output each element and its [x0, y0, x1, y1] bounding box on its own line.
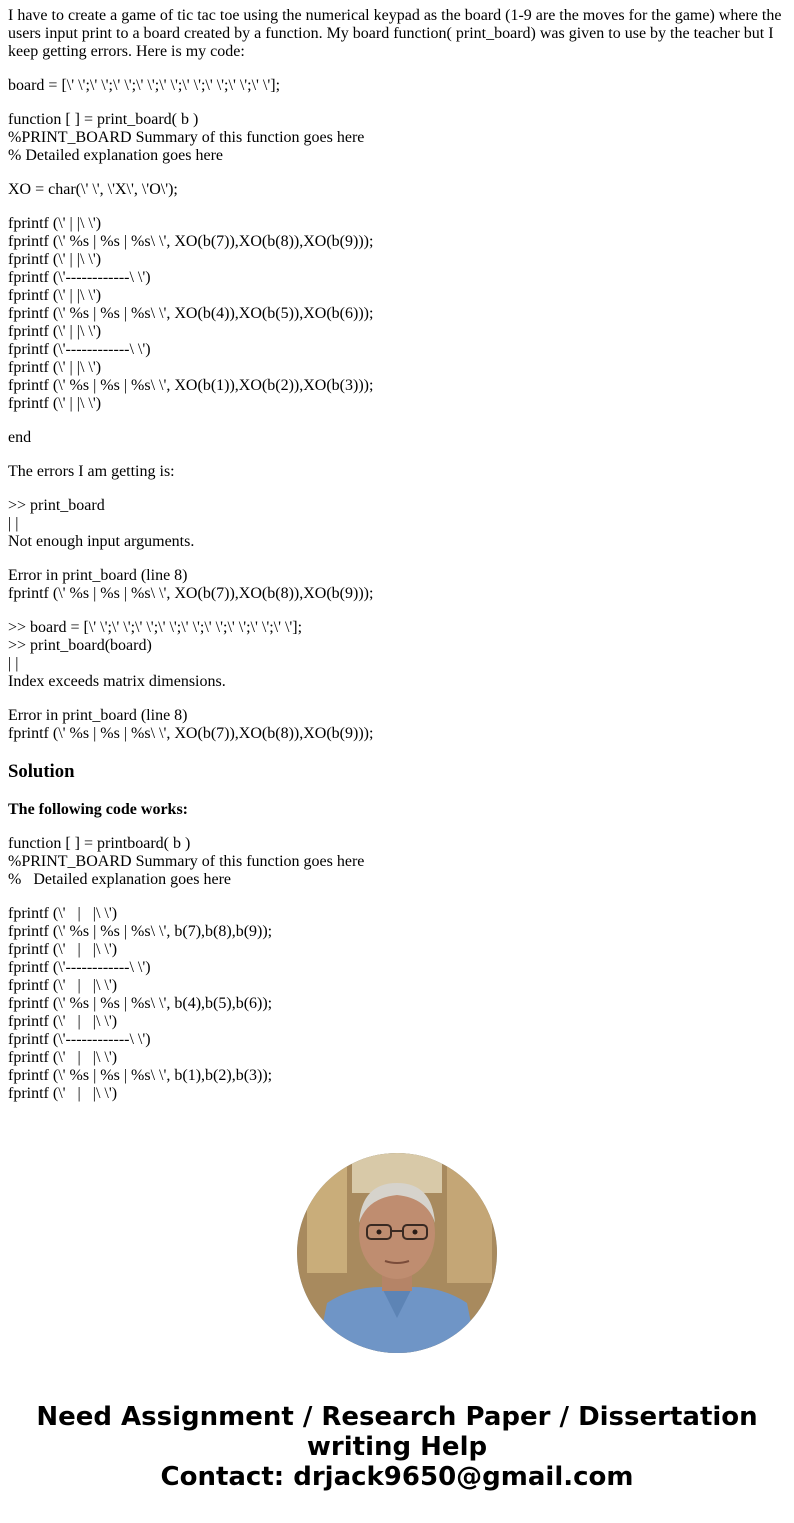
- errors-intro: The errors I am getting is:: [8, 463, 175, 480]
- solution-subheading: The following code works:: [8, 801, 188, 818]
- code-line: | |: [8, 515, 19, 532]
- footer-line-1: Need Assignment / Research Paper / Dissertation: [36, 1402, 758, 1432]
- xo-line: XO = char(\' \', \'X\', \'O\');: [8, 181, 178, 198]
- code-line: fprintf (\' %s | %s | %s\ \', XO(b(1)),XO(b(2)),XO(b(3)));: [8, 377, 374, 394]
- error-block-3: [8, 619, 786, 691]
- code-line: fprintf (\' | |\ \'): [8, 905, 118, 922]
- error-block-4: [8, 707, 786, 743]
- error-block-2: [8, 567, 786, 603]
- code-line: fprintf (\' %s | %s | %s\ \', XO(b(7)),XO(b(8)),XO(b(9)));: [8, 585, 374, 602]
- code-line: fprintf (\'------------\ \'): [8, 1031, 151, 1048]
- code-line: | |: [8, 655, 19, 672]
- solution-heading: Solution: [8, 761, 75, 782]
- code-line: %PRINT_BOARD Summary of this function goes here: [8, 129, 365, 146]
- solution-fprintf-block: [8, 905, 786, 1103]
- code-line: >> board = [\' \';\' \';\' \';\' \';\' \';\' \';\' \';\' \';\' \'];: [8, 619, 303, 636]
- code-line: fprintf (\' %s | %s | %s\ \', XO(b(4)),XO(b(5)),XO(b(6)));: [8, 305, 374, 322]
- code-line: fprintf (\' %s | %s | %s\ \', b(4),b(5),b(6));: [8, 995, 273, 1012]
- fprintf-block: [8, 215, 786, 413]
- error-block-1: [8, 497, 786, 551]
- code-line: fprintf (\' | |\ \'): [8, 359, 102, 376]
- code-line: >> print_board(board): [8, 637, 152, 654]
- code-line: fprintf (\' | |\ \'): [8, 287, 102, 304]
- code-line: fprintf (\'------------\ \'): [8, 341, 151, 358]
- avatar-photo: [297, 1153, 497, 1353]
- code-line: fprintf (\' | |\ \'): [8, 941, 118, 958]
- person-portrait-illustration: [297, 1153, 497, 1353]
- solution-header: [8, 835, 786, 889]
- question-intro: I have to create a game of tic tac toe using the numerical keypad as the board (1-9 are the moves for the game) where the users input print to a board created by a function. My board function( print_board) was given to use by the teacher but I keep getting errors. Here is my code:: [8, 7, 786, 60]
- author-avatar: [297, 1153, 497, 1353]
- code-line: fprintf (\' %s | %s | %s\ \', b(1),b(2),b(3));: [8, 1067, 273, 1084]
- footer-line-2: writing Help: [306, 1432, 488, 1462]
- code-line: fprintf (\' %s | %s | %s\ \', XO(b(7)),XO(b(8)),XO(b(9)));: [8, 233, 374, 250]
- end-line: end: [8, 429, 32, 446]
- code-line: % Detailed explanation goes here: [8, 147, 224, 164]
- board-line: board = [\' \';\' \';\' \';\' \';\' \';\' \';\' \';\' \';\' \'];: [8, 77, 281, 94]
- code-line: fprintf (\' | |\ \'): [8, 251, 102, 268]
- code-line: fprintf (\' | |\ \'): [8, 395, 102, 412]
- code-line: Not enough input arguments.: [8, 533, 195, 550]
- code-line: fprintf (\' %s | %s | %s\ \', b(7),b(8),b(9));: [8, 923, 273, 940]
- code-line: function [ ] = printboard( b ): [8, 835, 191, 852]
- code-line: Error in print_board (line 8): [8, 567, 188, 584]
- code-line: fprintf (\' | |\ \'): [8, 215, 102, 232]
- code-line: fprintf (\' | |\ \'): [8, 1049, 118, 1066]
- code-line: Error in print_board (line 8): [8, 707, 188, 724]
- code-line: Index exceeds matrix dimensions.: [8, 673, 226, 690]
- code-line: fprintf (\' | |\ \'): [8, 977, 118, 994]
- code-line: fprintf (\' | |\ \'): [8, 1085, 118, 1102]
- code-line: % Detailed explanation goes here: [8, 871, 232, 888]
- code-line: fprintf (\'------------\ \'): [8, 269, 151, 286]
- code-line: >> print_board: [8, 497, 105, 514]
- code-line: fprintf (\' | |\ \'): [8, 323, 102, 340]
- footer-contact: Contact: drjack9650@gmail.com: [160, 1462, 634, 1492]
- code-line: fprintf (\' | |\ \'): [8, 1013, 118, 1030]
- code-header: [8, 111, 786, 165]
- code-line: fprintf (\' %s | %s | %s\ \', XO(b(7)),XO(b(8)),XO(b(9)));: [8, 725, 374, 742]
- code-line: function [ ] = print_board( b ): [8, 111, 199, 128]
- code-line: fprintf (\'------------\ \'): [8, 959, 151, 976]
- footer-banner: [0, 1402, 794, 1492]
- code-line: %PRINT_BOARD Summary of this function goes here: [8, 853, 365, 870]
